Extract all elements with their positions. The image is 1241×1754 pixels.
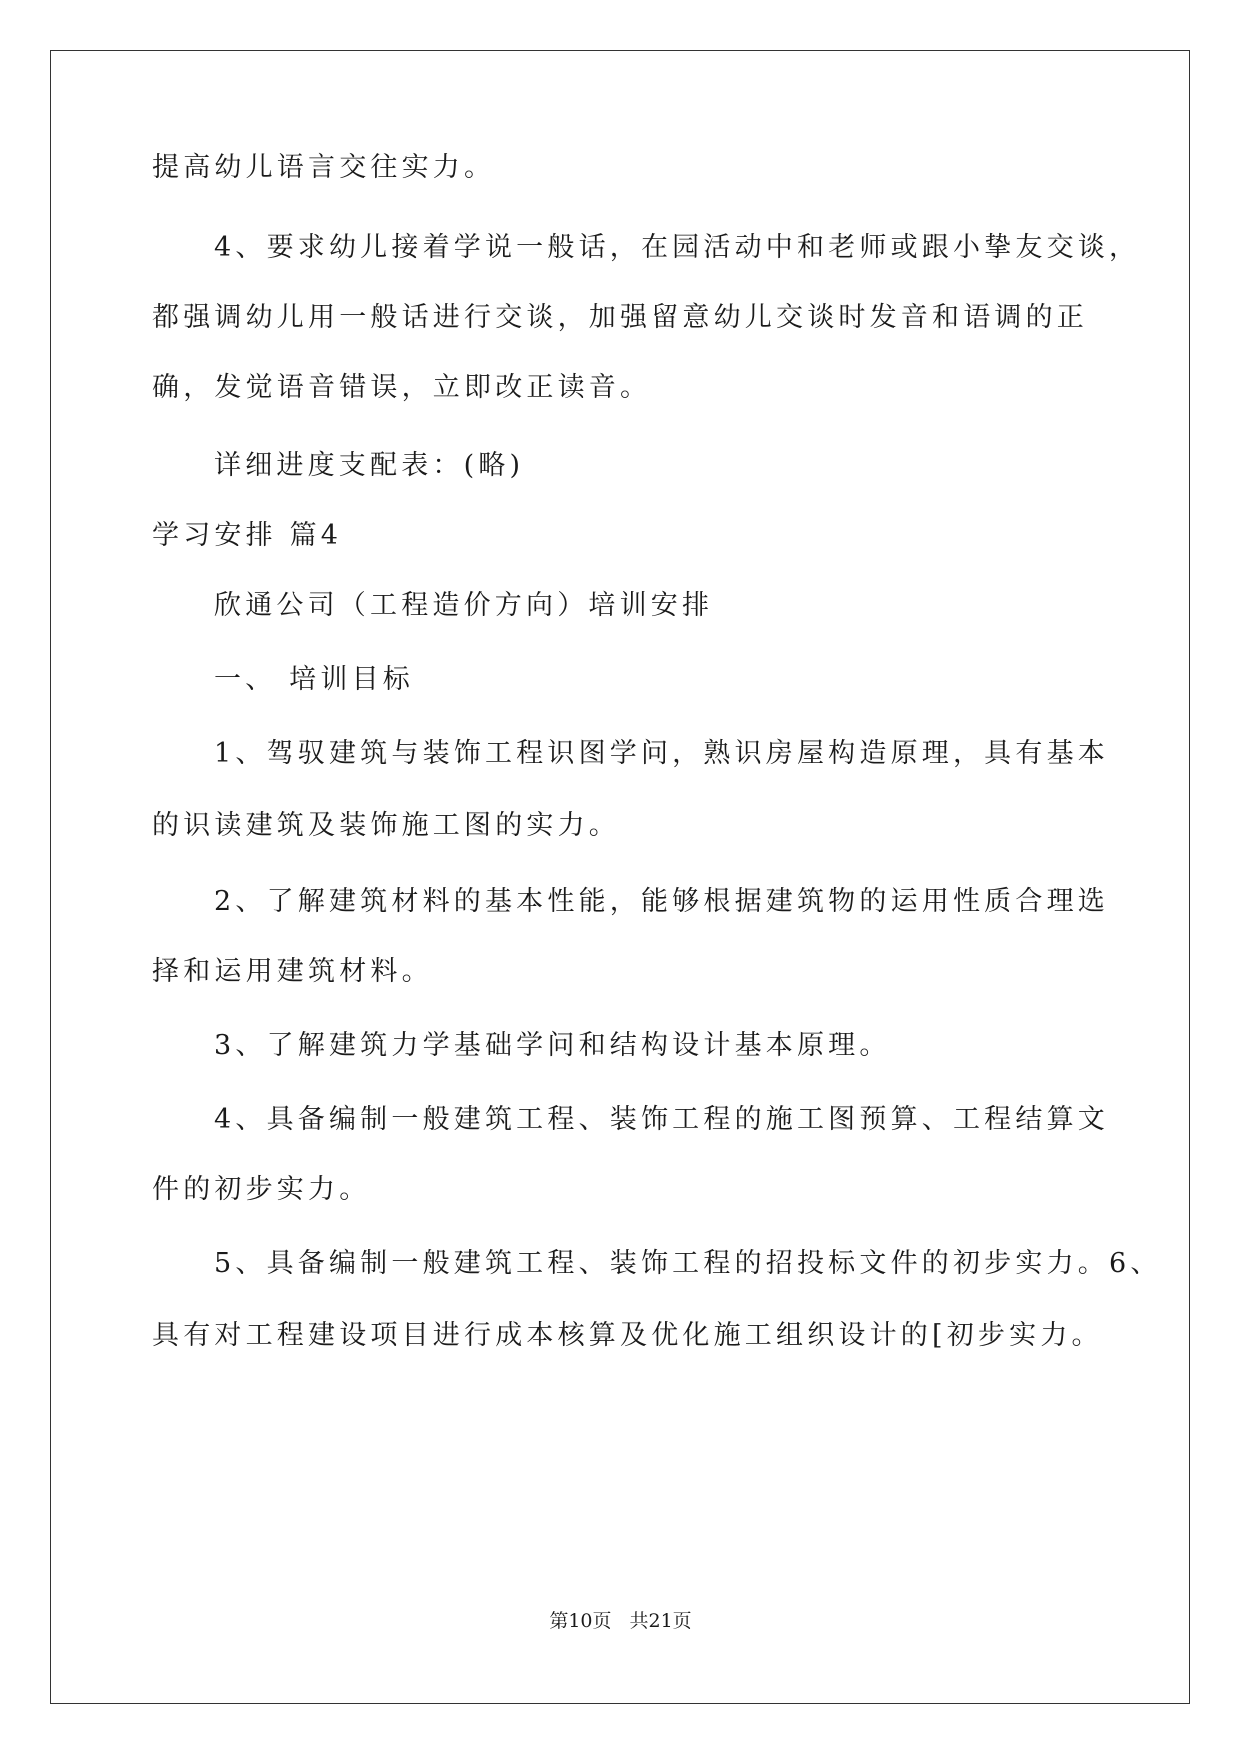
paragraph-line: 详细进度支配表：(略) [214,450,525,481]
paragraph-line: 4、要求幼儿接着学说一般话，在园活动中和老师或跟小挚友交谈， [214,232,1141,263]
paragraph-line: 2、了解建筑材料的基本性能，能够根据建筑物的运用性质合理选 [214,886,1109,917]
page-number-total: 共21页 [629,1610,692,1632]
paragraph-line: 1、驾驭建筑与装饰工程识图学问，熟识房屋构造原理，具有基本 [214,738,1109,769]
paragraph-line: 3、了解建筑力学基础学问和结构设计基本原理。 [214,1030,891,1061]
page-number-current: 第10页 [549,1610,612,1632]
paragraph-line: 提高幼儿语言交往实力。 [152,152,496,183]
section-heading: 学习安排 篇4 [152,520,343,551]
page-footer [0,1606,1241,1633]
paragraph-line: 件的初步实力。 [152,1174,371,1205]
paragraph-line: 都强调幼儿用一般话进行交谈，加强留意幼儿交谈时发音和语调的正 [152,302,1088,333]
paragraph-line: 确，发觉语音错误，立即改正读音。 [152,372,652,403]
paragraph-line: 择和运用建筑材料。 [152,956,433,987]
paragraph-line: 欣通公司（工程造价方向）培训安排 [214,590,714,621]
paragraph-line: 4、具备编制一般建筑工程、装饰工程的施工图预算、工程结算文 [214,1104,1109,1135]
paragraph-line: 5、具备编制一般建筑工程、装饰工程的招投标文件的初步实力。6、 [214,1248,1162,1279]
paragraph-line: 具有对工程建设项目进行成本核算及优化施工组织设计的[初步实力。 [152,1320,1103,1351]
subsection-heading: 一、 培训目标 [214,664,414,695]
paragraph-line: 的识读建筑及装饰施工图的实力。 [152,810,620,841]
